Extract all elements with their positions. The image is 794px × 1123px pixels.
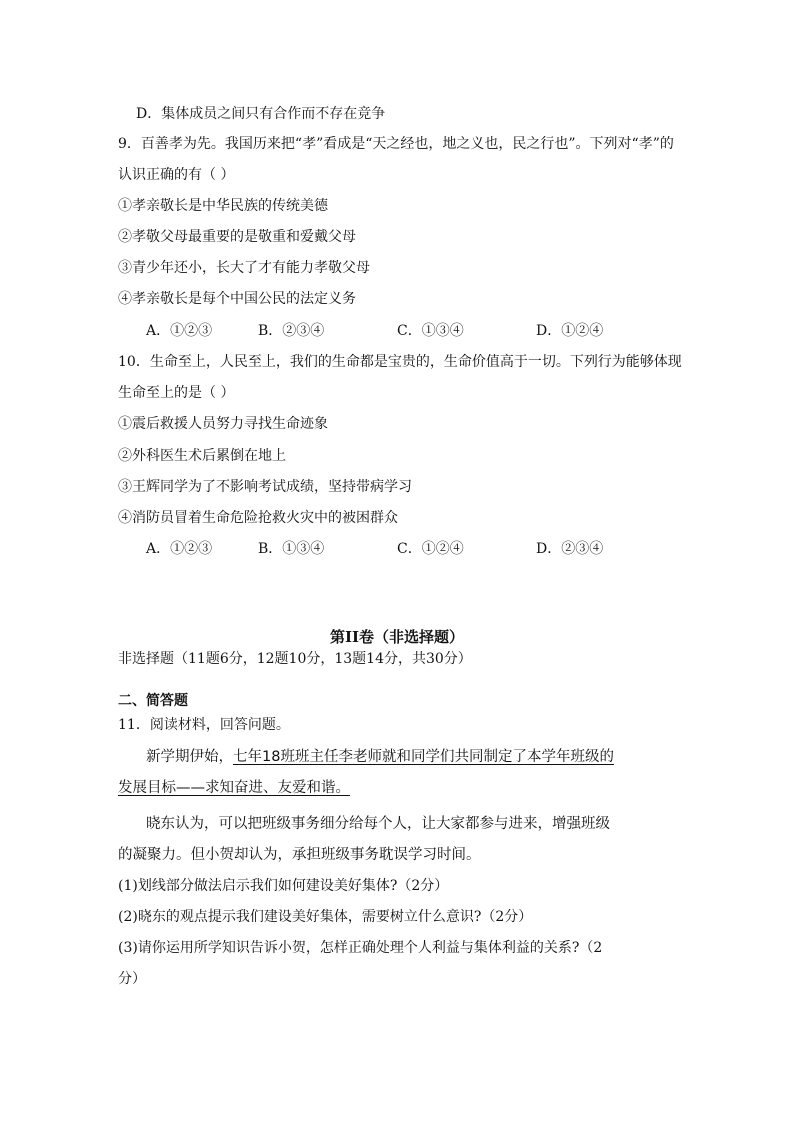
q11-material-underlined-2: 发展目标——求知奋进、友爱和谐。	[118, 780, 350, 796]
q9-option-a: A．①②③	[146, 323, 213, 339]
q11-stem: 11．阅读材料，回答问题。	[118, 717, 290, 733]
q11-subquestion-3-line2: 分）	[118, 971, 146, 987]
q9-option-c: C．①③④	[397, 323, 464, 339]
q10-item-2: ②外科医生术后累倒在地上	[118, 448, 286, 464]
q9-options	[0, 321, 794, 341]
q10-option-b: B．①③④	[258, 541, 325, 557]
q10-options	[0, 539, 794, 559]
q8-option-d: D．集体成员之间只有合作而不存在竞争	[136, 106, 386, 122]
q10-item-3: ③王辉同学为了不影响考试成绩，坚持带病学习	[118, 479, 412, 495]
q9-option-d: D．①②④	[536, 323, 604, 339]
q10-stem-line1: 10．生命至上，人民至上，我们的生命都是宝贵的，生命价值高于一切。下列行为能够体现	[118, 354, 682, 370]
q10-item-1: ①震后救援人员努力寻找生命迹象	[118, 416, 328, 432]
q9-item-3: ③青少年还小，长大了才有能力孝敬父母	[118, 260, 370, 276]
q11-subquestion-1: (1)划线部分做法启示我们如何建设美好集体?（2分）	[118, 878, 449, 894]
q9-option-b: B．②③④	[258, 323, 325, 339]
q10-option-d: D．②③④	[536, 541, 604, 557]
q9-item-2: ②孝敬父母最重要的是敬重和爱戴父母	[118, 229, 356, 245]
q10-option-c: C．①②④	[397, 541, 464, 557]
q11-material-para2-line2: 的凝聚力。但小贺却认为，承担班级事务耽误学习时间。	[118, 847, 481, 863]
q9-item-1: ①孝亲敬长是中华民族的传统美德	[118, 198, 328, 214]
section-heading: 二、简答题	[118, 693, 188, 709]
q9-item-4: ④孝亲敬长是每个中国公民的法定义务	[118, 291, 356, 307]
q11-material-intro: 新学期伊始，	[146, 749, 233, 765]
q11-material-para1-line1	[146, 747, 614, 767]
q10-option-a: A．①②③	[146, 541, 213, 557]
q11-material-para2-line1: 晓东认为，可以把班级事务细分给每个人，让大家都参与进来，增强班级	[146, 816, 610, 832]
q10-item-4: ④消防员冒着生命危险抢救火灾中的被困群众	[118, 510, 398, 526]
q11-material-underlined: 七年18班班主任李老师就和同学们共同制定了本学年班级的	[233, 749, 614, 765]
q11-material-para1-line2	[118, 778, 350, 798]
part2-subtitle: 非选择题（11题6分，12题10分，13题14分，共30分）	[118, 651, 472, 667]
q9-stem-line1: 9．百善孝为先。我国历来把“孝”看成是“天之经也，地之义也，民之行也”。下列对“孝”的	[118, 136, 674, 152]
q11-subquestion-3-line1: (3)请你运用所学知识告诉小贺，怎样正确处理个人利益与集体利益的关系?（2	[118, 940, 603, 956]
part2-title: 第II卷（非选择题）	[329, 628, 465, 646]
q10-stem-line2: 生命至上的是（ ）	[118, 385, 235, 401]
q9-stem-line2: 认识正确的有（ ）	[118, 167, 235, 183]
q11-subquestion-2: (2)晓东的观点提示我们建设美好集体，需要树立什么意识?（2分）	[118, 909, 533, 925]
